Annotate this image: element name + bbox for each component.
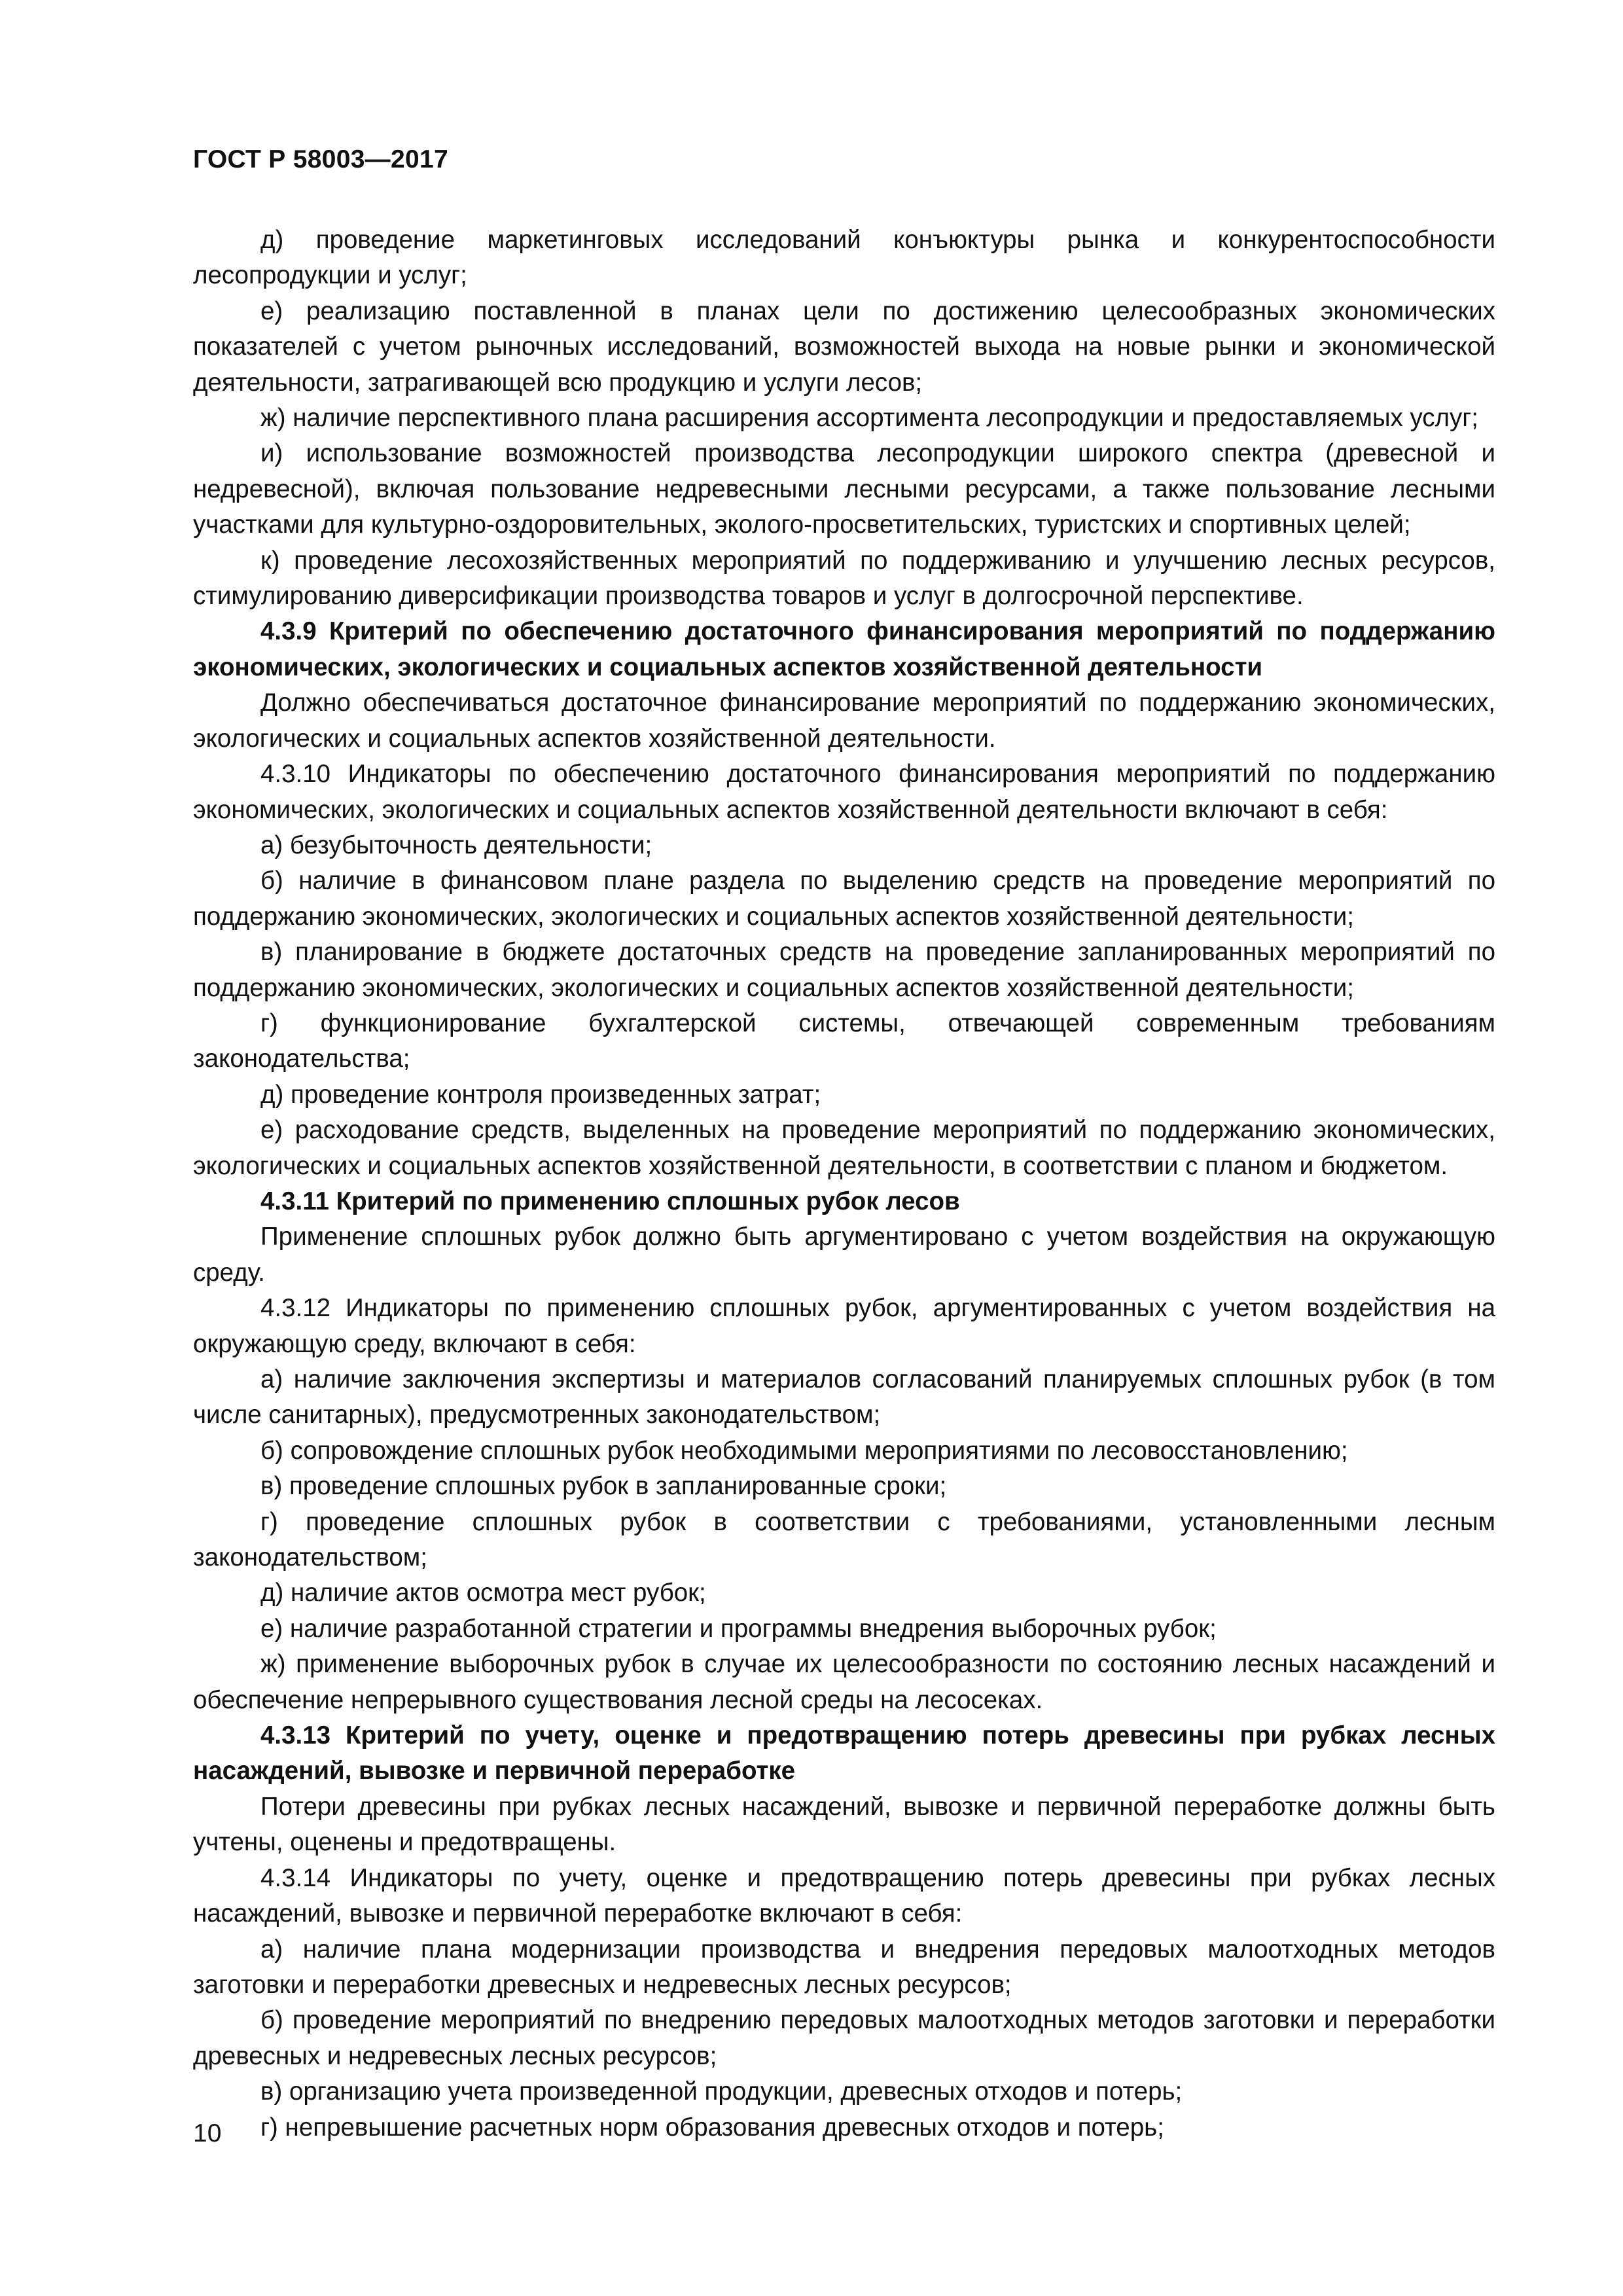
body-paragraph: в) организацию учета произведенной продукции, древесных отходов и потерь; xyxy=(260,2077,1183,2106)
document-body xyxy=(193,223,1495,2145)
page-number: 10 xyxy=(193,2119,222,2147)
body-paragraph: д) проведение маркетинговых исследований конъюктуры рынка и конкурентоспособности лесопродукции и услуг; xyxy=(193,226,1495,290)
body-paragraph: е) реализацию поставленной в планах цели по достижению целесообразных экономических показателей с учетом рыночных исследований, возможностей выхода на новые рынки и экономической деятельности, затрагивающей всю продукцию и услуги лесов; xyxy=(193,296,1495,397)
body-paragraph: Применение сплошных рубок должно быть аргументировано с учетом воздействия на окружающую среду. xyxy=(193,1223,1495,1287)
body-paragraph: ж) наличие перспективного плана расширения ассортимента лесопродукции и предоставляемых услуг; xyxy=(260,404,1479,433)
body-paragraph: е) расходование средств, выделенных на проведение мероприятий по поддержанию экономических, экологических и социальных аспектов хозяйственной деятельности, в соответствии с планом и бюджетом. xyxy=(193,1116,1495,1180)
body-paragraph: д) проведение контроля произведенных затрат; xyxy=(260,1080,821,1109)
section-heading: 4.3.9 Критерий по обеспечению достаточного финансирования мероприятий по поддержанию экономических, экологических и социальных аспектов хозяйственной деятельности xyxy=(193,617,1495,681)
document-header: ГОСТ Р 58003—2017 xyxy=(193,145,448,173)
body-paragraph: г) непревышение расчетных норм образования древесных отходов и потерь; xyxy=(260,2113,1164,2142)
body-paragraph: г) проведение сплошных рубок в соответствии с требованиями, установленными лесным законодательством; xyxy=(193,1507,1495,1572)
body-paragraph: в) планирование в бюджете достаточных средств на проведение запланированных мероприятий по поддержанию экономических, экологических и социальных аспектов хозяйственной деятельности; xyxy=(193,938,1495,1002)
section-heading: 4.3.13 Критерий по учету, оценке и предотвращению потерь древесины при рубках лесных насаждений, вывозке и первичной переработке xyxy=(193,1721,1495,1785)
body-paragraph: к) проведение лесохозяйственных мероприятий по поддерживанию и улучшению лесных ресурсов, стимулированию диверсификации производства товаров и услуг в долгосрочной перспективе. xyxy=(193,546,1495,611)
body-paragraph: б) наличие в финансовом плане раздела по выделению средств на проведение мероприятий по поддержанию экономических, экологических и социальных аспектов хозяйственной деятельности; xyxy=(193,867,1495,931)
body-paragraph: б) проведение мероприятий по внедрению передовых малоотходных методов заготовки и переработки древесных и недревесных лесных ресурсов; xyxy=(193,2006,1495,2070)
body-paragraph: в) проведение сплошных рубок в запланированные сроки; xyxy=(260,1472,947,1501)
body-paragraph: Потери древесины при рубках лесных насаждений, вывозке и первичной переработке должны быть учтены, оценены и предотвращены. xyxy=(193,1792,1495,1857)
body-paragraph: 4.3.14 Индикаторы по учету, оценке и предотвращению потерь древесины при рубках лесных насаждений, вывозке и первичной переработке включают в себя: xyxy=(193,1863,1495,1928)
body-paragraph: д) наличие актов осмотра мест рубок; xyxy=(260,1579,706,1607)
body-paragraph: ж) применение выборочных рубок в случае их целесообразности по состоянию лесных насаждений и обеспечение непрерывного существования лесной среды на лесосеках. xyxy=(193,1650,1495,1714)
body-paragraph: а) наличие заключения экспертизы и материалов согласований планируемых сплошных рубок (в том числе санитарных), предусмотренных законодательством; xyxy=(193,1365,1495,1429)
body-paragraph: 4.3.10 Индикаторы по обеспечению достаточного финансирования мероприятий по поддержанию экономических, экологических и социальных аспектов хозяйственной деятельности включают в себя: xyxy=(193,760,1495,824)
body-paragraph: а) наличие плана модернизации производства и внедрения передовых малоотходных методов заготовки и переработки древесных и недревесных лесных ресурсов; xyxy=(193,1935,1495,1999)
body-paragraph: а) безубыточность деятельности; xyxy=(260,831,652,859)
body-paragraph: б) сопровождение сплошных рубок необходимыми мероприятиями по лесовосстановлению; xyxy=(260,1436,1348,1465)
body-paragraph: и) использование возможностей производства лесопродукции широкого спектра (древесной и недревесной), включая пользование недревесными лесными ресурсами, а также пользование лесными участками для культурно-оздоровительных, эколого-просветительских, туристских и спортивных целей; xyxy=(193,439,1495,539)
body-paragraph: г) функционирование бухгалтерской системы, отвечающей современным требованиям законодательства; xyxy=(193,1009,1495,1073)
body-paragraph: е) наличие разработанной стратегии и программы внедрения выборочных рубок; xyxy=(260,1614,1217,1643)
body-paragraph: 4.3.12 Индикаторы по применению сплошных рубок, аргументированных с учетом воздействия на окружающую среду, включают в себя: xyxy=(193,1294,1495,1358)
section-heading: 4.3.11 Критерий по применению сплошных рубок лесов xyxy=(260,1187,960,1215)
body-paragraph: Должно обеспечиваться достаточное финансирование мероприятий по поддержанию экономических, экологических и социальных аспектов хозяйственной деятельности. xyxy=(193,689,1495,753)
